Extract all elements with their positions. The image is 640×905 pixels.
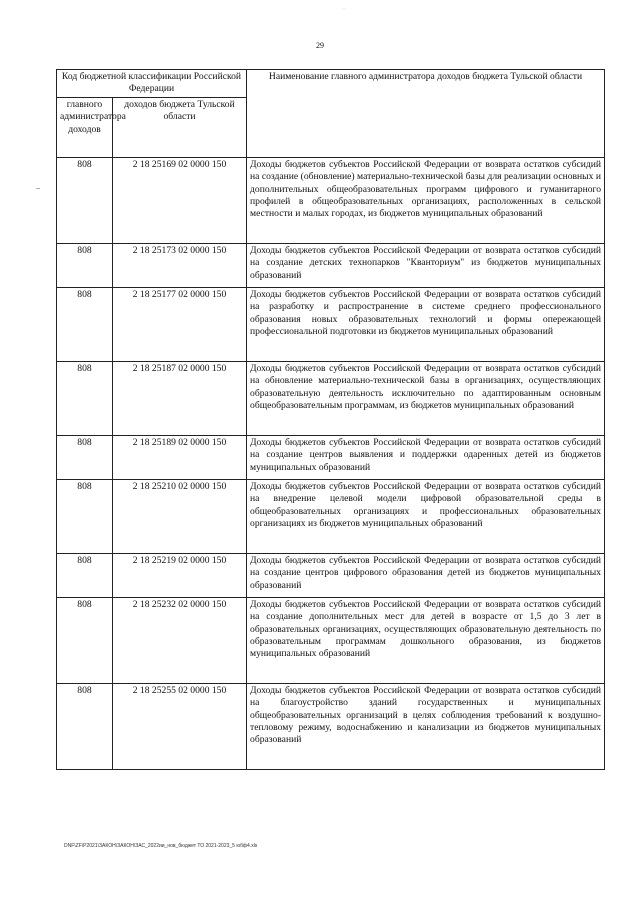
table-row [57,553,605,597]
income-name-cell: Доходы бюджетов субъектов Российской Федерации от возврата остатков субсидий на создание дополнительных мест для детей в возрасте от 1,5 до 3 лет в образовательных организациях, осуществляющих образовательную деятельность по образовательным программам дошкольного образования, из бюджетов муниципальных образований [247,597,605,683]
income-code-cell: 2 18 25173 02 0000 150 [113,243,247,287]
income-name-cell: Доходы бюджетов субъектов Российской Федерации от возврата остатков субсидий на обновление материально-технической базы в организациях, осуществляющих образовательную деятельность исключительно по адаптированным основным общеобразовательным программам, из бюджетов муниципальных образований [247,361,605,435]
income-name-cell: Доходы бюджетов субъектов Российской Федерации от возврата остатков субсидий на создание центров выявления и поддержки одаренных детей из бюджетов муниципальных образований [247,435,605,479]
admin-code-cell: 808 [57,435,113,479]
income-code-cell: 2 18 25169 02 0000 150 [113,157,247,243]
header-administrator-name: Наименование главного администратора доходов бюджета Тульской области [247,70,605,158]
scan-dot: · [343,6,345,12]
page-number: 29 [316,41,324,50]
income-code-cell: 2 18 25255 02 0000 150 [113,683,247,769]
income-code-cell: 2 18 25219 02 0000 150 [113,553,247,597]
header-main-administrator: главного администратора доходов [57,97,113,157]
table-row [57,479,605,553]
table-row [57,597,605,683]
income-code-cell: 2 18 25189 02 0000 150 [113,435,247,479]
income-code-cell: 2 18 25232 02 0000 150 [113,597,247,683]
admin-code-cell: 808 [57,287,113,361]
admin-code-cell: 808 [57,553,113,597]
table-row [57,361,605,435]
income-name-cell: Доходы бюджетов субъектов Российской Федерации от возврата остатков субсидий на создание детских технопарков "Кванториум" из бюджетов муниципальных образований [247,243,605,287]
header-row-top [57,70,605,98]
income-code-cell: 2 18 25187 02 0000 150 [113,361,247,435]
header-regional-income: доходов бюджета Тульской области [113,97,247,157]
admin-code-cell: 808 [57,597,113,683]
table-row [57,287,605,361]
income-name-cell: Доходы бюджетов субъектов Российской Федерации от возврата остатков субсидий на создание (обновление) материально-технической базы для реализации основных и дополнительных общеобразовательных программ цифрового и гуманитарного профилей в общеобразовательных организациях, расположенных в сельской местности и малых городах, из бюджетов муниципальных образований [247,157,605,243]
budget-classification-table [56,69,605,770]
table-row [57,435,605,479]
admin-code-cell: 808 [57,243,113,287]
table-body [57,157,605,769]
income-name-cell: Доходы бюджетов субъектов Российской Федерации от возврата остатков субсидий на благоустройство зданий государственных и муниципальных общеобразовательных организаций в целях соблюдения требований к воздушно-тепловому режиму, водоснабжению и канализации из бюджетов муниципальных образований [247,683,605,769]
admin-code-cell: 808 [57,683,113,769]
header-budget-classification: Код бюджетной классификации Российской Федерации [57,70,247,98]
file-path-footer: DNF\ZF\P2021\ЗАКОН\ЗАКОН\ЗАС_2022ии_нов_бюджет ТО 2021-2023_5 юбф4.xls [64,843,258,849]
admin-code-cell: 808 [57,479,113,553]
income-code-cell: 2 18 25210 02 0000 150 [113,479,247,553]
income-name-cell: Доходы бюджетов субъектов Российской Федерации от возврата остатков субсидий на внедрение целевой модели цифровой образовательной среды в общеобразовательных организациях и профессиональных образовательных организациях из бюджетов муниципальных образований [247,479,605,553]
income-name-cell: Доходы бюджетов субъектов Российской Федерации от возврата остатков субсидий на разработку и распространение в системе среднего профессионального образования новых образовательных технологий и формы опережающей профессиональной подготовки из бюджетов муниципальных образований [247,287,605,361]
admin-code-cell: 808 [57,157,113,243]
margin-dash: – [36,183,40,192]
income-name-cell: Доходы бюджетов субъектов Российской Федерации от возврата остатков субсидий на создание центров цифрового образования детей из бюджетов муниципальных образований [247,553,605,597]
admin-code-cell: 808 [57,361,113,435]
table-row [57,157,605,243]
table-row [57,683,605,769]
income-code-cell: 2 18 25177 02 0000 150 [113,287,247,361]
table-row [57,243,605,287]
